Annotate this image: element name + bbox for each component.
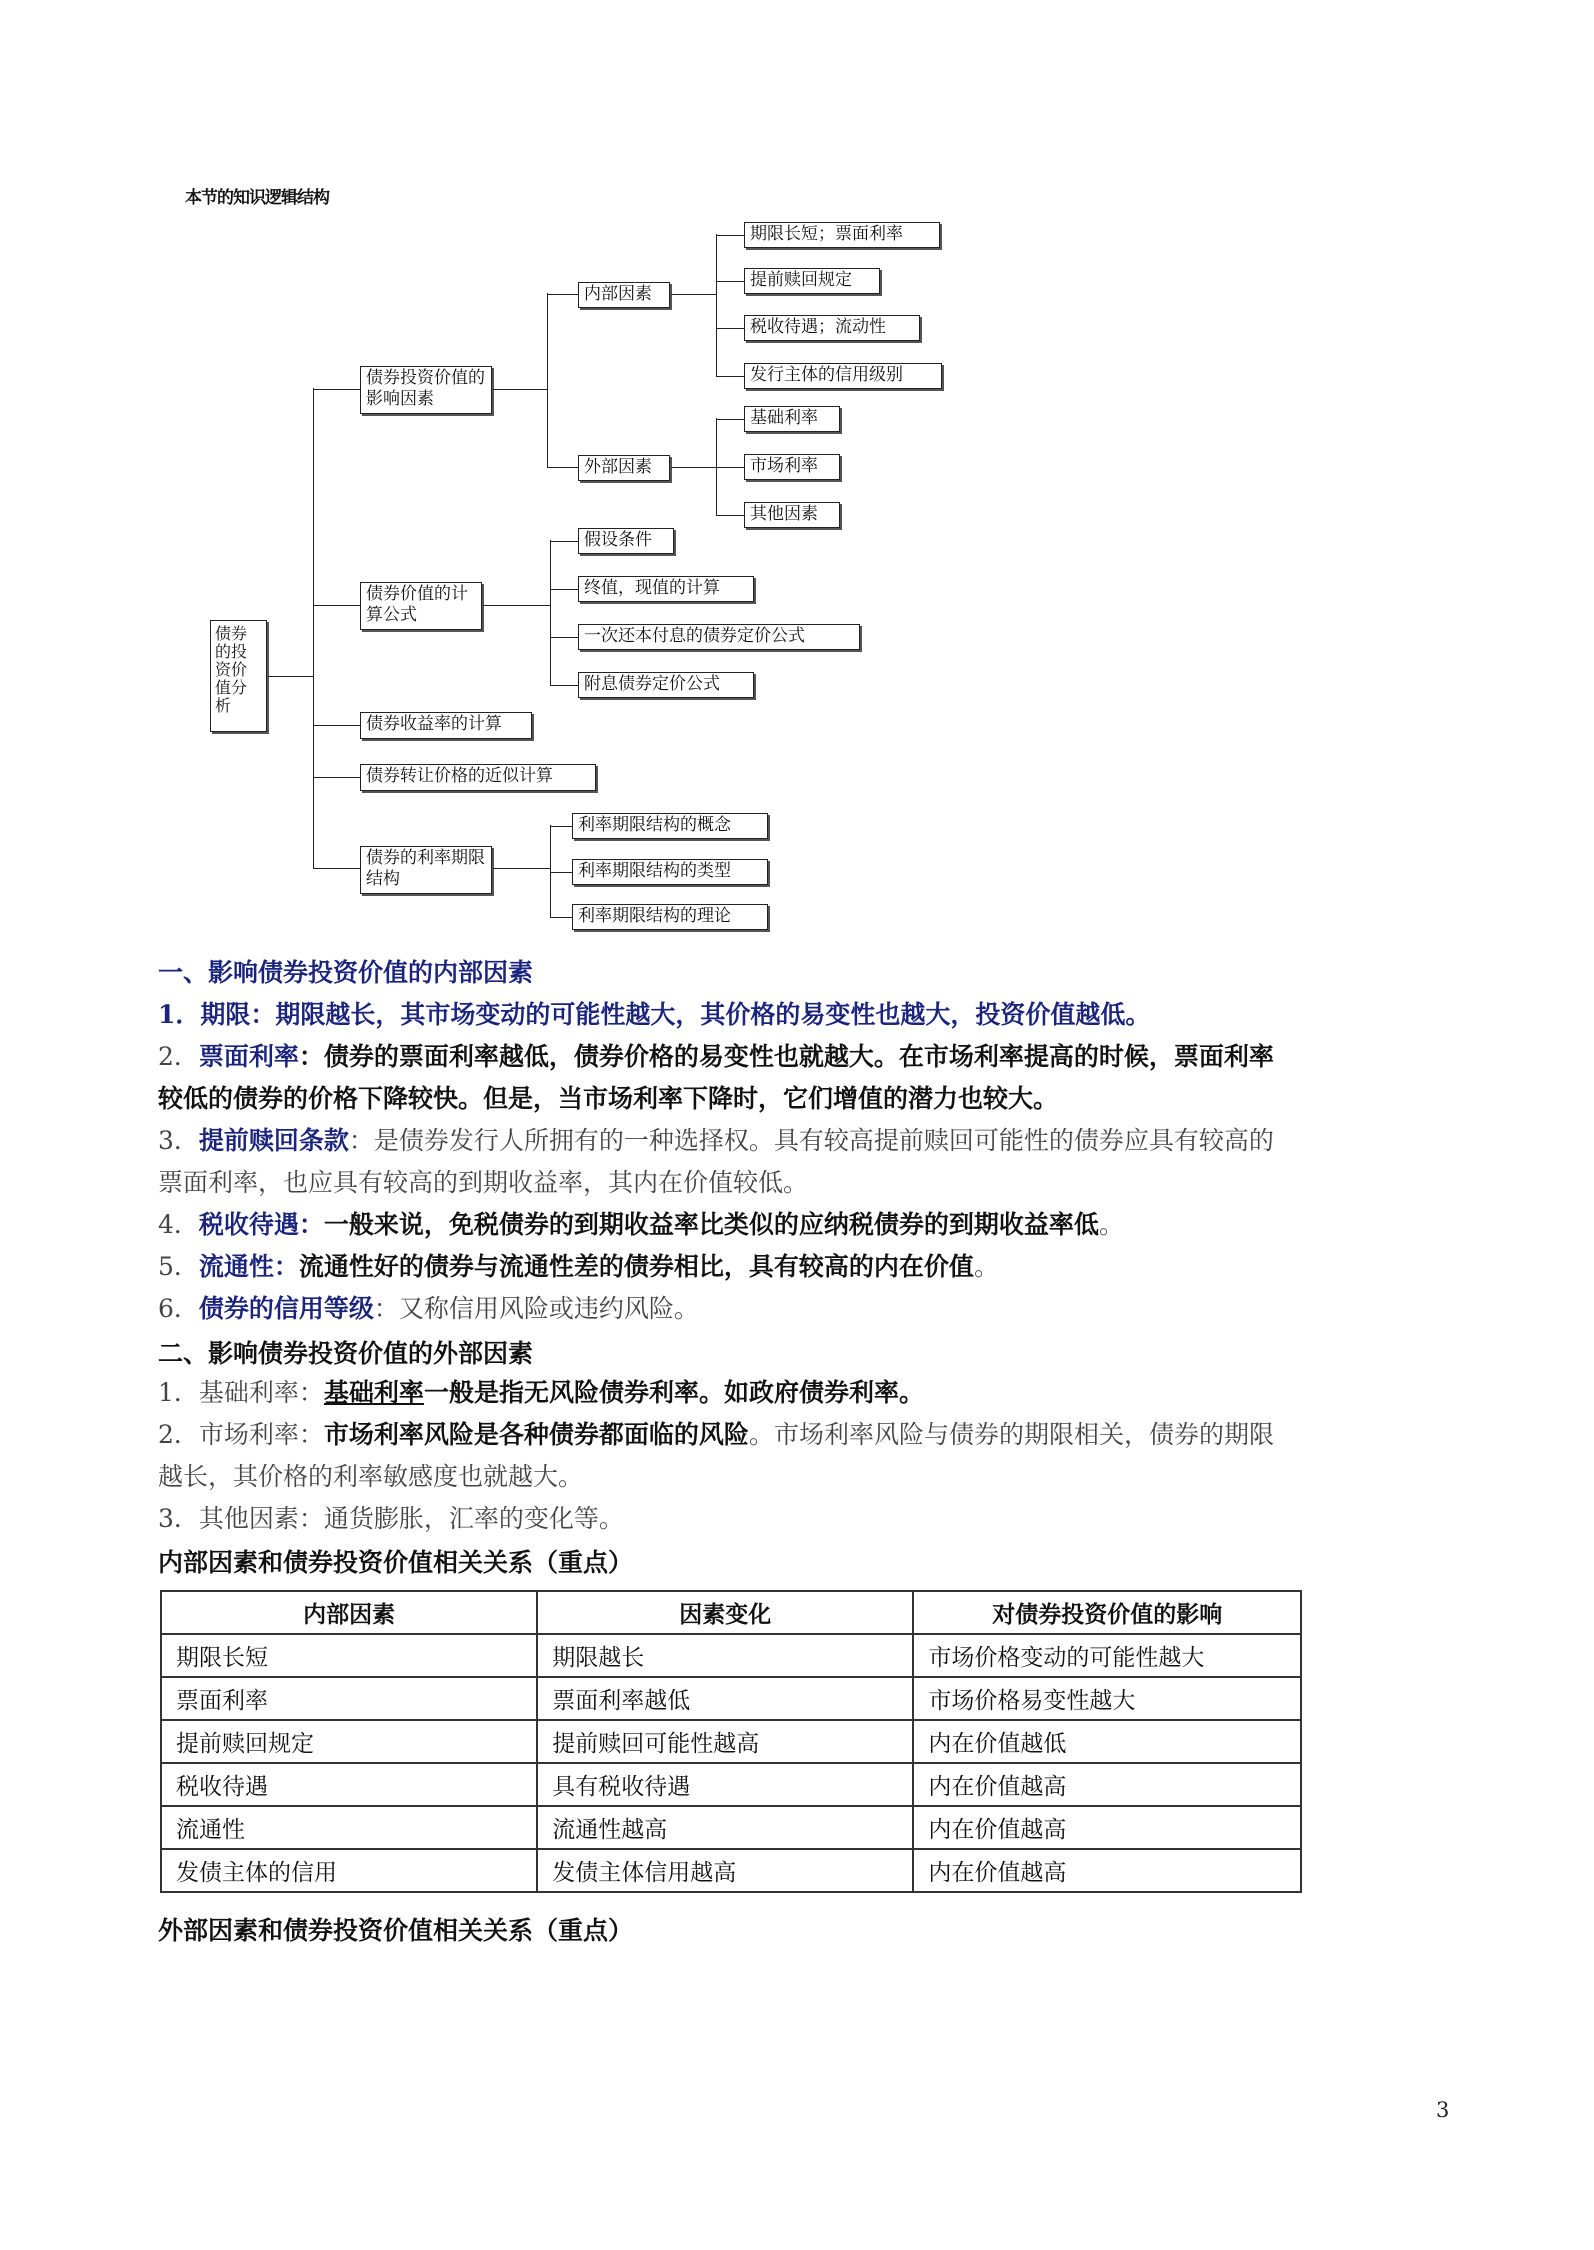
diagram-term-item: 利率期限结构的概念 [572,813,768,839]
internal-factors-table [160,1590,1302,1893]
diagram-external-factors: 外部因素 [578,455,670,481]
diagram-internal-item: 提前赎回规定 [744,268,880,294]
diagram-internal-item: 期限长短；票面利率 [744,222,940,248]
section-heading-external: 二、影响债券投资价值的外部因素 [158,1339,534,1368]
diagram-external-item: 市场利率 [744,454,840,480]
table-cell: 发债主体信用越高 [537,1849,913,1892]
table-cell: 具有税收待遇 [537,1763,913,1806]
table-cell: 提前赎回规定 [161,1720,537,1763]
table-header-cell: 因素变化 [537,1591,913,1634]
table-title-internal: 内部因素和债券投资价值相关关系（重点） [158,1548,634,1577]
table-cell: 内在价值越高 [913,1849,1301,1892]
diagram-title: 本节的知识逻辑结构 [185,188,329,208]
diagram-calc-formula: 债券价值的计算公式 [360,582,482,630]
diagram-influence-factors: 债券投资价值的影响因素 [360,366,492,414]
diagram-calc-item: 附息债券定价公式 [578,672,754,698]
table-row [161,1677,1301,1720]
diagram-internal-factors: 内部因素 [578,282,670,308]
table-cell: 发债主体的信用 [161,1849,537,1892]
diagram-internal-item: 税收待遇；流动性 [744,315,920,341]
diagram-root: 债券的投资价值分析 [210,620,267,732]
internal-item-6: 6．债券的信用等级：又称信用风险或违约风险。 [158,1294,699,1323]
table-cell: 期限长短 [161,1634,537,1677]
internal-item-3: 3．提前赎回条款：是债券发行人所拥有的一种选择权。具有较高提前赎回可能性的债券应具有较高的 票面利率，也应具有较高的到期收益率，其内在价值较低。 [158,1126,1274,1197]
diagram-term-item: 利率期限结构的理论 [572,904,768,930]
table-cell: 市场价格变动的可能性越大 [913,1634,1301,1677]
diagram-calc-item: 一次还本付息的债券定价公式 [578,624,860,650]
internal-item-4: 4．税收待遇：一般来说，免税债券的到期收益率比类似的应纳税债券的到期收益率低。 [158,1210,1124,1239]
diagram-external-item: 基础利率 [744,406,840,432]
diagram-internal-item: 发行主体的信用级别 [744,363,942,389]
table-cell: 内在价值越高 [913,1763,1301,1806]
table-cell: 内在价值越高 [913,1806,1301,1849]
table-row [161,1720,1301,1763]
table-row [161,1763,1301,1806]
external-item-2: 2．市场利率：市场利率风险是各种债券都面临的风险。市场利率风险与债券的期限相关，债券的期限 越长，其价格的利率敏感度也就越大。 [158,1420,1274,1491]
diagram-term-item: 利率期限结构的类型 [572,859,768,885]
table-row [161,1849,1301,1892]
diagram-transfer-price: 债券转让价格的近似计算 [360,764,596,791]
diagram-external-item: 其他因素 [744,502,840,528]
external-item-3: 3．其他因素：通货膨胀，汇率的变化等。 [158,1504,624,1533]
table-cell: 票面利率越低 [537,1677,913,1720]
diagram-yield-calc: 债券收益率的计算 [360,712,532,739]
table-cell: 期限越长 [537,1634,913,1677]
table-cell: 票面利率 [161,1677,537,1720]
table-header-cell: 对债券投资价值的影响 [913,1591,1301,1634]
table-header-row [161,1591,1301,1634]
section-heading-internal: 一、影响债券投资价值的内部因素 [158,958,534,987]
table-title-external: 外部因素和债券投资价值相关关系（重点） [158,1916,634,1945]
page-number: 3 [1436,2098,1450,2122]
table-cell: 内在价值越低 [913,1720,1301,1763]
external-item-1: 1．基础利率：基础利率一般是指无风险债券利率。如政府债券利率。 [158,1378,924,1407]
table-cell: 税收待遇 [161,1763,537,1806]
table-row [161,1634,1301,1677]
table-row [161,1806,1301,1849]
diagram-term-structure: 债券的利率期限结构 [360,846,492,894]
diagram-calc-item: 假设条件 [578,528,674,554]
table-cell: 流通性 [161,1806,537,1849]
table-cell: 流通性越高 [537,1806,913,1849]
table-header-cell: 内部因素 [161,1591,537,1634]
diagram-calc-item: 终值，现值的计算 [578,576,754,602]
internal-item-1: 1．期限：期限越长，其市场变动的可能性越大，其价格的易变性也越大，投资价值越低。 [158,1000,1151,1029]
internal-item-2: 2．票面利率：债券的票面利率越低，债券价格的易变性也就越大。在市场利率提高的时候，票面利率 较低的债券的价格下降较快。但是，当市场利率下降时，它们增值的潜力也较大。 [158,1042,1274,1113]
table-cell: 市场价格易变性越大 [913,1677,1301,1720]
table-cell: 提前赎回可能性越高 [537,1720,913,1763]
internal-item-5: 5．流通性：流通性好的债券与流通性差的债券相比，具有较高的内在价值。 [158,1252,999,1281]
